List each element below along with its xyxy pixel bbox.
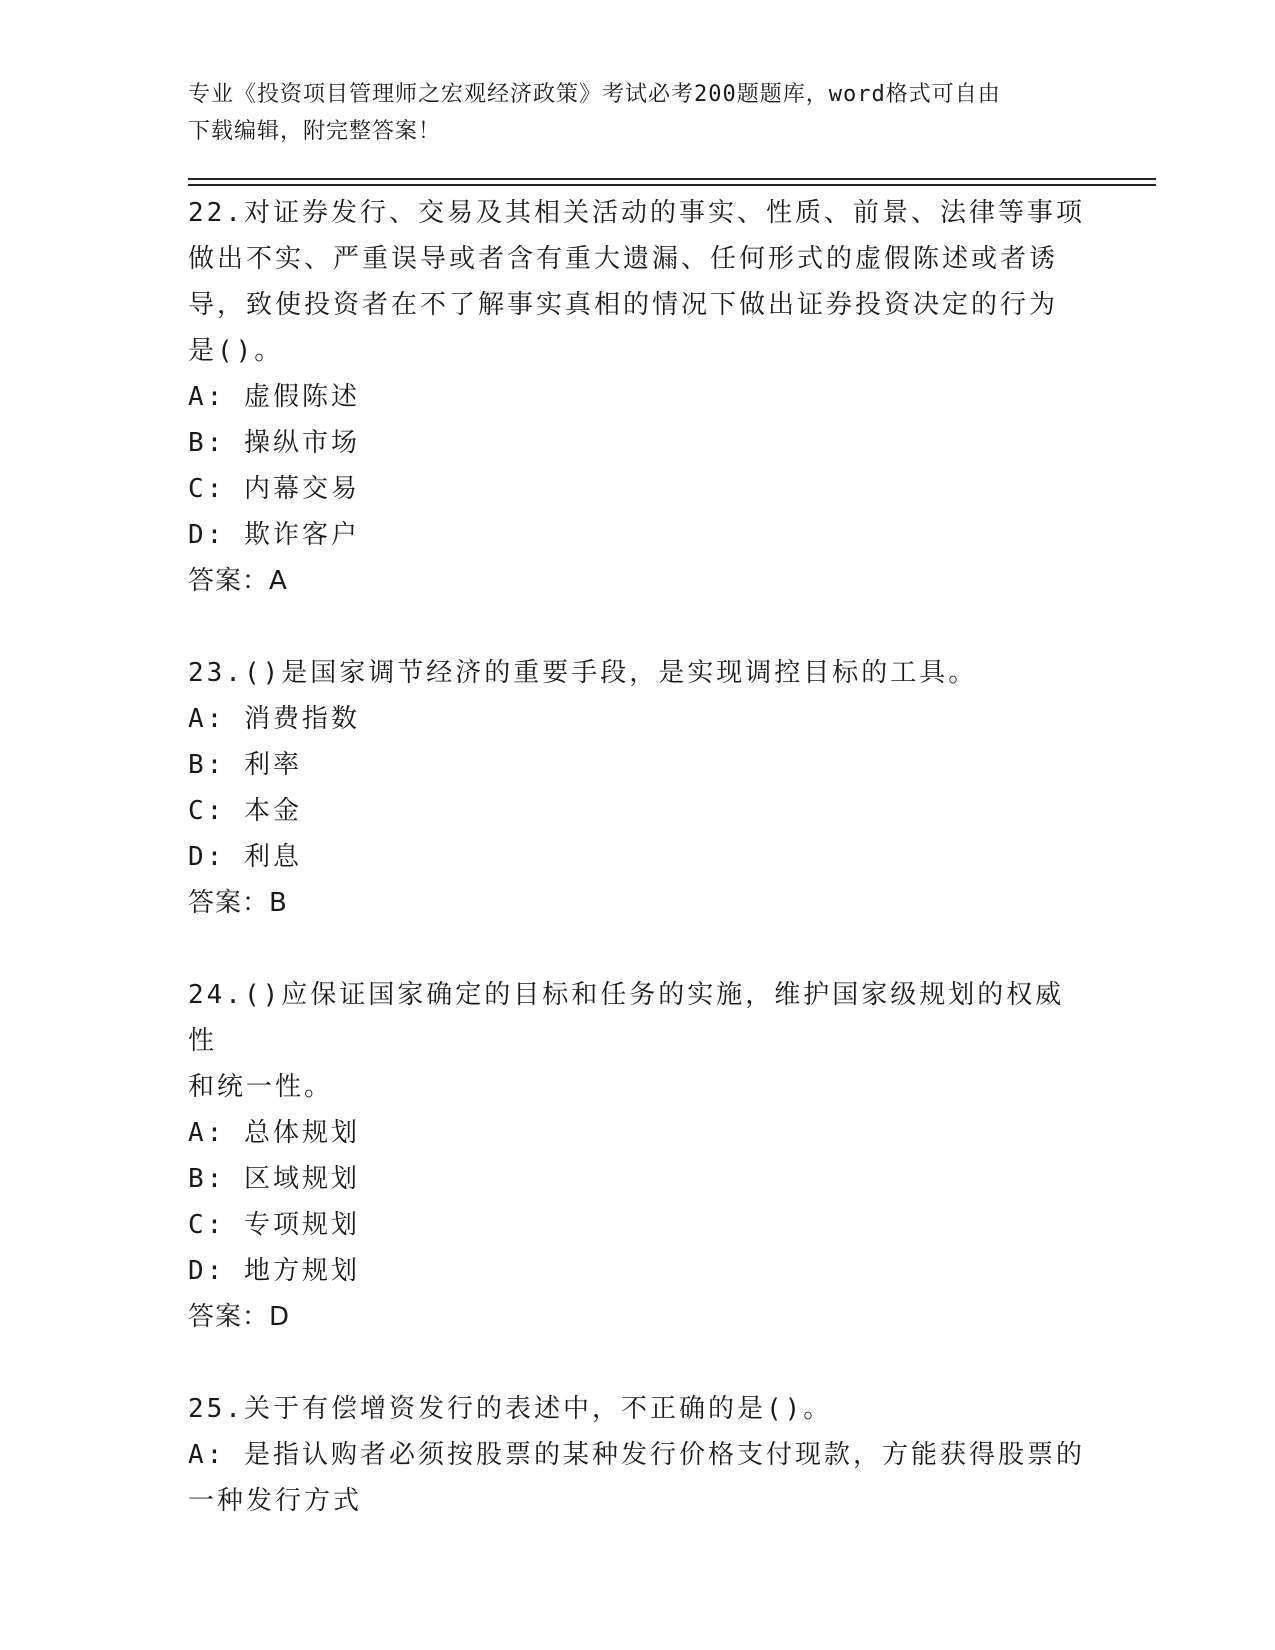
answer-label: 答案：A bbox=[188, 566, 288, 596]
spacer bbox=[188, 926, 1088, 972]
option-d: D: 欺诈客户 bbox=[188, 520, 360, 550]
question-stem-line: 25.关于有偿增资发行的表述中，不正确的是()。 bbox=[188, 1394, 833, 1424]
question-25 bbox=[188, 1386, 1088, 1524]
header-divider-bottom bbox=[188, 184, 1156, 186]
option-c: C: 内幕交易 bbox=[188, 474, 360, 504]
answer-label: 答案：D bbox=[188, 1302, 291, 1332]
question-stem-line: 是()。 bbox=[188, 336, 284, 366]
option-c: C: 专项规划 bbox=[188, 1210, 360, 1240]
question-stem-line: 23.()是国家调节经济的重要手段，是实现调控目标的工具。 bbox=[188, 658, 978, 688]
option-a: A: 总体规划 bbox=[188, 1118, 360, 1148]
question-stem-line: 导，致使投资者在不了解事实真相的情况下做出证券投资决定的行为 bbox=[188, 290, 1059, 320]
header-line-1: 专业《投资项目管理师之宏观经济政策》考试必考200题题库，word格式可自由 bbox=[188, 82, 1001, 107]
question-list bbox=[188, 190, 1088, 1524]
question-stem-line: 22.对证券发行、交易及其相关活动的事实、性质、前景、法律等事项 bbox=[188, 198, 1085, 228]
header-line-2: 下载编辑，附完整答案！ bbox=[188, 119, 442, 144]
option-c: C: 本金 bbox=[188, 796, 302, 826]
question-23 bbox=[188, 650, 1088, 926]
document-header bbox=[188, 76, 1068, 150]
header-divider-top bbox=[188, 178, 1156, 180]
question-stem-line: 24.()应保证国家确定的目标和任务的实施，维护国家级规划的权威性 bbox=[188, 980, 1065, 1056]
option-a: A: 消费指数 bbox=[188, 704, 360, 734]
spacer bbox=[188, 604, 1088, 650]
option-a: A: 是指认购者必须按股票的某种发行价格支付现款，方能获得股票的 bbox=[188, 1440, 1085, 1470]
question-24 bbox=[188, 972, 1088, 1340]
question-stem-line: 和统一性。 bbox=[188, 1072, 334, 1102]
spacer bbox=[188, 1340, 1088, 1386]
option-a: A: 虚假陈述 bbox=[188, 382, 360, 412]
option-d: D: 地方规划 bbox=[188, 1256, 360, 1286]
answer-label: 答案：B bbox=[188, 888, 288, 918]
option-b: B: 利率 bbox=[188, 750, 302, 780]
question-22 bbox=[188, 190, 1088, 604]
option-a-continued: 一种发行方式 bbox=[188, 1486, 363, 1516]
option-d: D: 利息 bbox=[188, 842, 302, 872]
option-b: B: 操纵市场 bbox=[188, 428, 360, 458]
option-b: B: 区域规划 bbox=[188, 1164, 360, 1194]
question-stem-line: 做出不实、严重误导或者含有重大遗漏、任何形式的虚假陈述或者诱 bbox=[188, 244, 1059, 274]
